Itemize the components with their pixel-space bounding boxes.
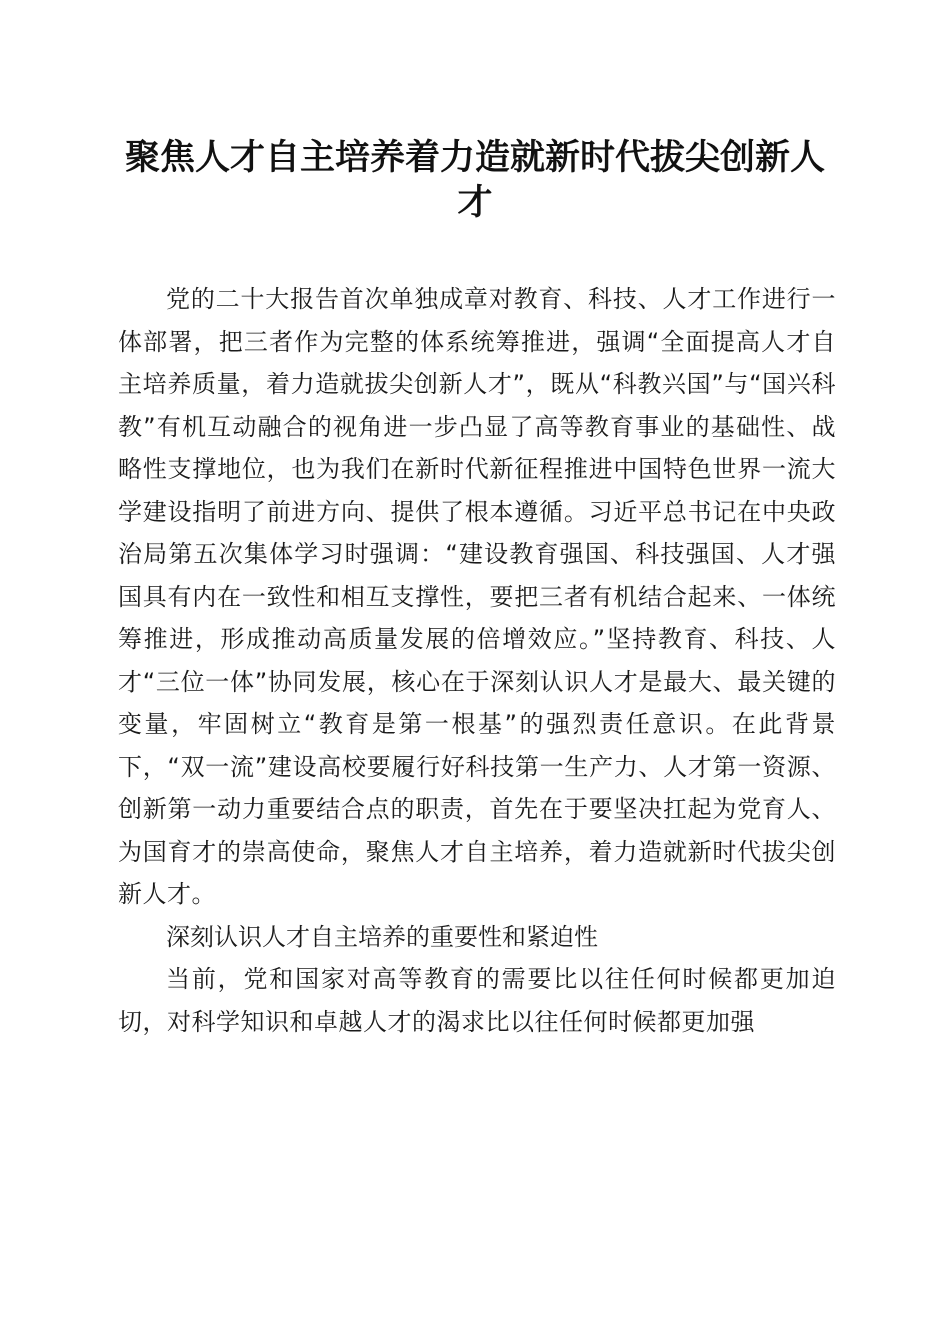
body-paragraph: 党的二十大报告首次单独成章对教育、科技、人才工作进行一体部署，把三者作为完整的体系统筹推进，强调“全面提高人才自主培养质量，着力造就拔尖创新人才”，既从“科教兴国”与“国兴科教”有机互动融合的视角进一步凸显了高等教育事业的基础性、战略性支撑地位，也为我们在新时代新征程推进中国特色世界一流大学建设指明了前进方向、提供了根本遵循。习近平总书记在中央政治局第五次集体学习时强调：“建设教育强国、科技强国、人才强国具有内在一致性和相互支撑性，要把三者有机结合起来、一体统筹推进，形成推动高质量发展的倍增效应。”坚持教育、科技、人才“三位一体”协同发展，核心在于深刻认识人才是最大、最关键的变量，牢固树立“教育是第一根基”的强烈责任意识。在此背景下，“双一流”建设高校要履行好科技第一生产力、人才第一资源、创新第一动力重要结合点的职责，首先在于要坚决扛起为党育人、为国育才的崇高使命，聚焦人才自主培养，着力造就新时代拔尖创新人才。 xyxy=(118,285,836,908)
body-paragraph: 当前，党和国家对高等教育的需要比以往任何时候都更加迫切，对科学知识和卓越人才的渴求比以往任何时候都更加强 xyxy=(118,965,836,1036)
section-heading: 深刻认识人才自主培养的重要性和紧迫性 xyxy=(166,922,598,951)
document-title: 聚焦人才自主培养着力造就新时代拔尖创新人才 xyxy=(124,137,825,223)
document-body xyxy=(118,278,836,1043)
